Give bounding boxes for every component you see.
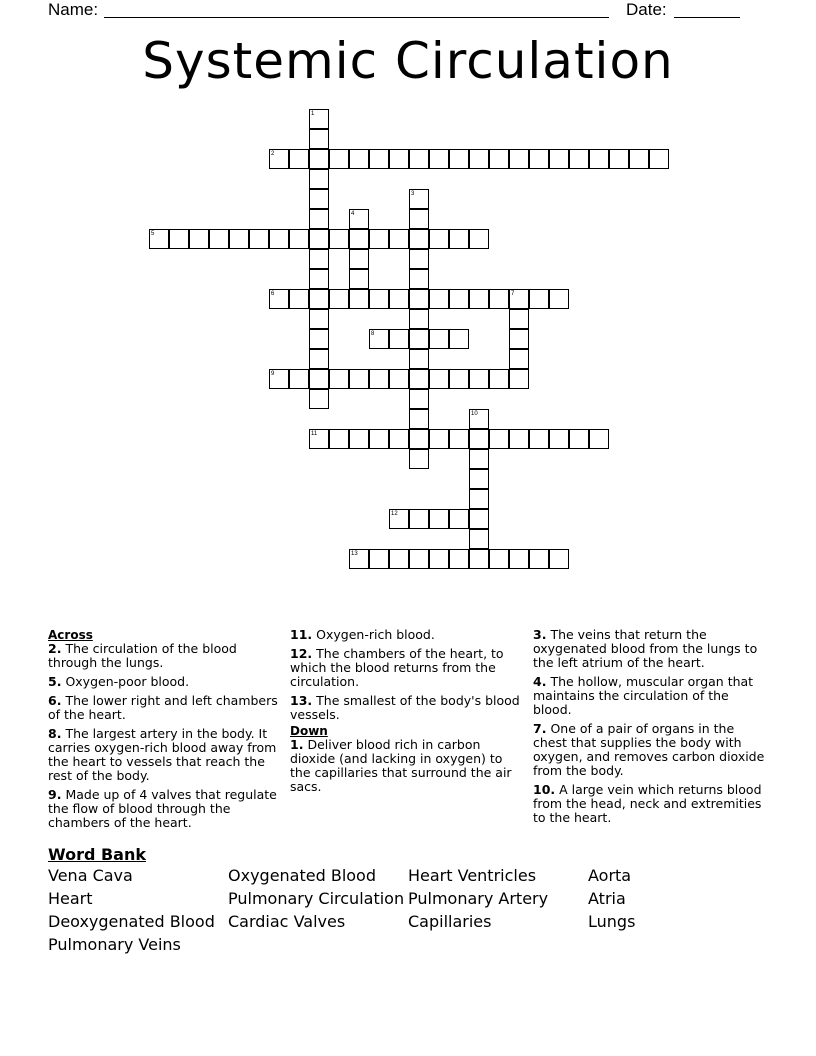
- crossword-cell[interactable]: [449, 329, 469, 349]
- crossword-cell[interactable]: [489, 429, 509, 449]
- crossword-cell[interactable]: [429, 329, 449, 349]
- down-heading: Down: [290, 724, 328, 738]
- crossword-cell[interactable]: [309, 229, 329, 249]
- clues-column-2: [290, 628, 526, 799]
- clue-across-5: 5. Oxygen-poor blood.: [48, 674, 190, 689]
- clue-number: 4: [351, 211, 355, 217]
- crossword-cell[interactable]: [409, 349, 429, 369]
- crossword-cell[interactable]: [549, 429, 569, 449]
- crossword-cell[interactable]: [409, 309, 429, 329]
- crossword-cell[interactable]: [589, 429, 609, 449]
- crossword-cell[interactable]: [389, 329, 409, 349]
- crossword-cell[interactable]: [429, 509, 449, 529]
- crossword-cell[interactable]: [409, 369, 429, 389]
- crossword-cell[interactable]: [409, 209, 429, 229]
- clues-column-1: [48, 628, 284, 835]
- clue-number: 7: [511, 291, 515, 297]
- word-bank-item: Heart: [48, 889, 93, 908]
- crossword-cell[interactable]: [349, 249, 369, 269]
- crossword-cell[interactable]: [289, 289, 309, 309]
- page-title: Systemic Circulation: [142, 32, 674, 90]
- crossword-cell[interactable]: [649, 149, 669, 169]
- crossword-cell[interactable]: [349, 289, 369, 309]
- crossword-cell[interactable]: [509, 349, 529, 369]
- crossword-cell[interactable]: [449, 369, 469, 389]
- crossword-cell[interactable]: [349, 269, 369, 289]
- clue-down-4: 4. The hollow, muscular organ that maintains the circulation of the blood.: [533, 674, 754, 717]
- crossword-cell[interactable]: [549, 149, 569, 169]
- clue-number: 6: [271, 291, 275, 297]
- crossword-cell[interactable]: [469, 229, 489, 249]
- crossword-cell[interactable]: [329, 289, 349, 309]
- crossword-cell[interactable]: [469, 289, 489, 309]
- crossword-cell[interactable]: [469, 529, 489, 549]
- word-bank-item: Atria: [588, 889, 626, 908]
- crossword-cell[interactable]: [509, 549, 529, 569]
- crossword-cell[interactable]: [509, 329, 529, 349]
- clue-number: 13: [351, 551, 358, 557]
- crossword-cell[interactable]: [409, 329, 429, 349]
- crossword-cell[interactable]: [389, 229, 409, 249]
- crossword-cell[interactable]: [489, 369, 509, 389]
- crossword-cell[interactable]: [289, 369, 309, 389]
- crossword-cell[interactable]: [429, 289, 449, 309]
- crossword-cell[interactable]: [529, 549, 549, 569]
- crossword-cell[interactable]: [509, 149, 529, 169]
- name-label: Name:: [48, 0, 99, 19]
- crossword-cell[interactable]: [449, 549, 469, 569]
- crossword-cell[interactable]: [349, 429, 369, 449]
- crossword-cell[interactable]: [309, 169, 329, 189]
- across-heading: Across: [48, 628, 93, 642]
- crossword-cell[interactable]: [309, 369, 329, 389]
- clue-number: 9: [271, 371, 275, 377]
- crossword-cell[interactable]: [389, 289, 409, 309]
- crossword-cell[interactable]: [409, 549, 429, 569]
- clue-across-12: 12. The chambers of the heart, to which the blood returns from the circulation.: [290, 646, 504, 689]
- crossword-cell[interactable]: [409, 269, 429, 289]
- word-bank-item: Pulmonary Veins: [48, 935, 181, 954]
- clue-across-2: 2. The circulation of the blood through the lungs.: [48, 641, 237, 670]
- crossword-cell[interactable]: [429, 549, 449, 569]
- crossword-cell[interactable]: [329, 229, 349, 249]
- word-bank-item: Pulmonary Artery: [408, 889, 549, 908]
- crossword-cell[interactable]: [409, 509, 429, 529]
- word-bank-item: Lungs: [588, 912, 636, 931]
- crossword-cell[interactable]: [529, 149, 549, 169]
- crossword-cell[interactable]: [309, 289, 329, 309]
- crossword-cell[interactable]: [629, 149, 649, 169]
- crossword-cell[interactable]: [329, 369, 349, 389]
- clue-across-8: 8. The largest artery in the body. It carries oxygen-rich blood away from the heart to vessels that reach the rest of the body.: [48, 726, 277, 783]
- crossword-cell[interactable]: [189, 229, 209, 249]
- crossword-cell[interactable]: [309, 129, 329, 149]
- crossword-cell[interactable]: [429, 369, 449, 389]
- crossword-cell[interactable]: [309, 149, 329, 169]
- crossword-cell[interactable]: [469, 489, 489, 509]
- crossword-cell[interactable]: [309, 249, 329, 269]
- crossword-cell[interactable]: [409, 249, 429, 269]
- crossword-cell[interactable]: [469, 469, 489, 489]
- crossword-cell[interactable]: [329, 429, 349, 449]
- crossword-cell[interactable]: [489, 289, 509, 309]
- crossword-cell[interactable]: [409, 289, 429, 309]
- clue-number: 10: [471, 411, 478, 417]
- clue-down-1: 1. Deliver blood rich in carbon dioxide (and lacking in oxygen) to the capillaries that surround the air sacs.: [290, 737, 512, 794]
- crossword-cell[interactable]: [229, 229, 249, 249]
- crossword-cell[interactable]: [389, 149, 409, 169]
- crossword-cell[interactable]: [469, 549, 489, 569]
- word-bank-item: Heart Ventricles: [408, 866, 537, 885]
- crossword-cell[interactable]: [169, 229, 189, 249]
- clue-across-13: 13. The smallest of the body's blood vessels.: [290, 693, 520, 722]
- crossword-cell[interactable]: [409, 229, 429, 249]
- crossword-cell[interactable]: [309, 389, 329, 409]
- crossword-cell[interactable]: [409, 449, 429, 469]
- crossword-cell[interactable]: [589, 149, 609, 169]
- crossword-cell[interactable]: [429, 149, 449, 169]
- crossword-cell[interactable]: [549, 549, 569, 569]
- clue-across-9: 9. Made up of 4 valves that regulate the flow of blood through the chambers of the heart.: [48, 787, 277, 830]
- crossword-cell[interactable]: [449, 289, 469, 309]
- crossword-cell[interactable]: [369, 149, 389, 169]
- clue-number: 5: [151, 231, 155, 237]
- crossword-cell[interactable]: [469, 149, 489, 169]
- clue-number: 2: [271, 151, 275, 157]
- word-bank-title: Word Bank: [48, 845, 147, 864]
- clues-column-3: [533, 628, 769, 830]
- word-bank-item: Vena Cava: [48, 866, 133, 885]
- crossword-cell[interactable]: [449, 229, 469, 249]
- clue-number: 3: [411, 191, 415, 197]
- crossword-cell[interactable]: [309, 269, 329, 289]
- crossword-cell[interactable]: [309, 209, 329, 229]
- crossword-cell[interactable]: [449, 149, 469, 169]
- clue-down-7: 7. One of a pair of organs in the chest that supplies the body with oxygen, and removes carbon dioxide from the body.: [533, 721, 765, 778]
- word-bank-item: Pulmonary Circulation: [228, 889, 405, 908]
- crossword-cell[interactable]: [609, 149, 629, 169]
- clue-across-6: 6. The lower right and left chambers of the heart.: [48, 693, 278, 722]
- crossword-cell[interactable]: [269, 229, 289, 249]
- crossword-cell[interactable]: [449, 509, 469, 529]
- crossword-cell[interactable]: [469, 509, 489, 529]
- crossword-cell[interactable]: [429, 229, 449, 249]
- word-bank-item: Capillaries: [408, 912, 492, 931]
- crossword-cell[interactable]: [349, 149, 369, 169]
- crossword-cell[interactable]: [369, 549, 389, 569]
- crossword-cell[interactable]: [369, 369, 389, 389]
- crossword-cell[interactable]: [509, 429, 529, 449]
- clue-down-3: 3. The veins that return the oxygenated blood from the lungs to the left atrium of the heart.: [533, 627, 758, 670]
- clue-down-10: 10. A large vein which returns blood from the head, neck and extremities to the heart.: [533, 782, 762, 825]
- crossword-cell[interactable]: [249, 229, 269, 249]
- crossword-cell[interactable]: [369, 229, 389, 249]
- crossword-cell[interactable]: [329, 149, 349, 169]
- clue-number: 1: [311, 111, 315, 117]
- crossword-cell[interactable]: [389, 429, 409, 449]
- crossword-cell[interactable]: [509, 369, 529, 389]
- crossword-cell[interactable]: [529, 289, 549, 309]
- word-bank-item: Aorta: [588, 866, 632, 885]
- crossword-cell[interactable]: [529, 429, 549, 449]
- crossword-cell[interactable]: [209, 229, 229, 249]
- crossword-cell[interactable]: [489, 549, 509, 569]
- crossword-cell[interactable]: [309, 309, 329, 329]
- clue-number: 12: [391, 511, 398, 517]
- crossword-cell[interactable]: [409, 429, 429, 449]
- crossword-cell[interactable]: [309, 189, 329, 209]
- word-bank-item: Cardiac Valves: [228, 912, 346, 931]
- word-bank-item: Deoxygenated Blood: [48, 912, 215, 931]
- crossword-cell[interactable]: [309, 349, 329, 369]
- crossword-cell[interactable]: [289, 149, 309, 169]
- crossword-cell[interactable]: [569, 429, 589, 449]
- crossword-cell[interactable]: [409, 389, 429, 409]
- clue-number: 11: [311, 431, 318, 437]
- crossword-cell[interactable]: [389, 549, 409, 569]
- clue-number: 8: [371, 331, 375, 337]
- crossword-cell[interactable]: [309, 329, 329, 349]
- crossword-cell[interactable]: [409, 409, 429, 429]
- date-label: Date:: [626, 0, 667, 19]
- crossword-cell[interactable]: [449, 429, 469, 449]
- crossword-cell[interactable]: [389, 369, 409, 389]
- crossword-cell[interactable]: [469, 369, 489, 389]
- crossword-cell[interactable]: [349, 229, 369, 249]
- crossword-cell[interactable]: [289, 229, 309, 249]
- word-bank-item: Oxygenated Blood: [228, 866, 376, 885]
- crossword-cell[interactable]: [429, 429, 449, 449]
- crossword-cell[interactable]: [569, 149, 589, 169]
- crossword-cell[interactable]: [369, 429, 389, 449]
- crossword-cell[interactable]: [469, 449, 489, 469]
- crossword-cell[interactable]: [369, 289, 389, 309]
- crossword-cell[interactable]: [549, 289, 569, 309]
- clue-across-11: 11. Oxygen-rich blood.: [290, 627, 435, 642]
- crossword-cell[interactable]: [349, 369, 369, 389]
- crossword-cell[interactable]: [509, 309, 529, 329]
- crossword-cell[interactable]: [409, 149, 429, 169]
- crossword-cell[interactable]: [489, 149, 509, 169]
- crossword-cell[interactable]: [469, 429, 489, 449]
